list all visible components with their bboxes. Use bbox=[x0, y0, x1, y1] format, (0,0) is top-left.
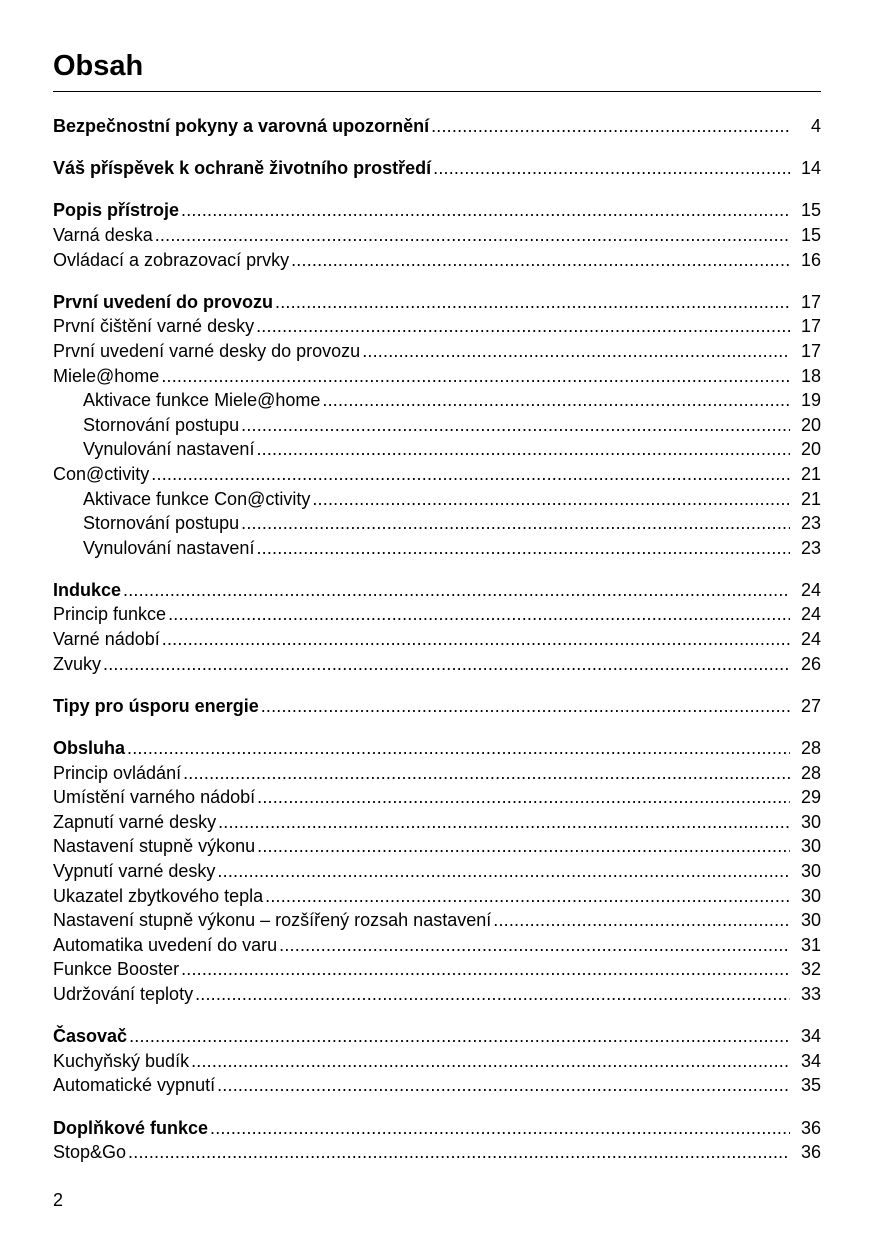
toc-leader-dots bbox=[183, 761, 790, 786]
toc-entry-label: Tipy pro úsporu energie bbox=[53, 695, 259, 716]
toc-entry-label: Varná deska bbox=[53, 224, 153, 245]
toc-leader-dots bbox=[151, 462, 790, 487]
title-divider bbox=[53, 91, 821, 92]
toc-leader-dots bbox=[433, 156, 790, 181]
toc-leader-dots bbox=[256, 536, 790, 561]
toc-entry[interactable] bbox=[53, 248, 821, 273]
toc-leader-dots bbox=[257, 834, 790, 859]
toc-leader-dots bbox=[195, 982, 790, 1007]
toc-leader-dots bbox=[129, 1024, 790, 1049]
toc-entry-page: 32 bbox=[800, 959, 821, 980]
toc-entry-page: 21 bbox=[800, 463, 821, 484]
toc-entry-label: Nastavení stupně výkonu bbox=[53, 836, 256, 857]
toc-leader-dots bbox=[162, 627, 790, 652]
toc-entry-label: Automatické vypnutí bbox=[53, 1075, 216, 1096]
toc-entry[interactable] bbox=[53, 785, 821, 810]
toc-entry[interactable] bbox=[53, 1049, 821, 1074]
toc-entry[interactable] bbox=[53, 1024, 821, 1049]
toc-leader-dots bbox=[127, 736, 790, 761]
toc-entry-page: 17 bbox=[800, 340, 821, 361]
toc-leader-dots bbox=[256, 314, 790, 339]
toc-entry-label: Bezpečnostní pokyny a varovná upozornění bbox=[53, 116, 430, 136]
toc-entry-label: Doplňkové funkce bbox=[53, 1117, 209, 1138]
toc-entry-label: Miele@home bbox=[53, 365, 160, 386]
toc-entry[interactable] bbox=[53, 602, 821, 627]
toc-entry[interactable] bbox=[53, 156, 821, 181]
toc-entry-label: Obsluha bbox=[53, 738, 126, 759]
toc-entry-page: 35 bbox=[800, 1075, 821, 1096]
toc-entry[interactable] bbox=[53, 859, 821, 884]
toc-entry-page: 28 bbox=[800, 762, 821, 783]
toc-entry-label: První uvedení do provozu bbox=[53, 291, 274, 312]
toc-entry-page: 36 bbox=[800, 1117, 821, 1138]
toc-entry-page: 15 bbox=[800, 224, 821, 245]
toc-entry-label: Varné nádobí bbox=[53, 629, 160, 650]
page-number: 2 bbox=[53, 1190, 64, 1210]
toc-entry[interactable] bbox=[53, 578, 821, 603]
toc-entry-page: 17 bbox=[800, 291, 821, 312]
toc-entry[interactable] bbox=[53, 652, 821, 677]
toc-entry[interactable] bbox=[53, 536, 821, 561]
toc-entry-label: Zvuky bbox=[53, 653, 102, 674]
toc-entry-page: 28 bbox=[800, 738, 821, 759]
toc-leader-dots bbox=[493, 908, 790, 933]
toc-entry[interactable] bbox=[53, 957, 821, 982]
toc-entry-page: 17 bbox=[800, 316, 821, 337]
toc-entry-page: 27 bbox=[800, 695, 821, 716]
toc-leader-dots bbox=[261, 694, 790, 719]
toc-entry-page: 29 bbox=[800, 787, 821, 808]
toc-leader-dots bbox=[265, 884, 790, 909]
toc-entry-label: Stornování postupu bbox=[83, 513, 240, 534]
toc-entry-label: Vypnutí varné desky bbox=[53, 861, 216, 881]
toc-leader-dots bbox=[241, 413, 790, 438]
toc-leader-dots bbox=[161, 364, 790, 389]
toc-leader-dots bbox=[322, 388, 790, 413]
toc-leader-dots bbox=[241, 511, 790, 536]
toc-leader-dots bbox=[218, 810, 790, 835]
toc-leader-dots bbox=[210, 1116, 790, 1141]
table-of-contents bbox=[53, 114, 821, 1165]
toc-entry-label: Ukazatel zbytkového tepla bbox=[53, 885, 264, 906]
toc-leader-dots bbox=[217, 859, 790, 884]
toc-leader-dots bbox=[291, 248, 790, 273]
toc-entry-page: 20 bbox=[800, 439, 821, 460]
toc-entry[interactable] bbox=[53, 1116, 821, 1141]
toc-entry[interactable] bbox=[53, 982, 821, 1007]
toc-entry-label: Umístění varného nádobí bbox=[53, 787, 256, 808]
toc-entry-label: Aktivace funkce Miele@home bbox=[83, 390, 321, 411]
toc-entry[interactable] bbox=[53, 413, 821, 438]
toc-entry-page: 14 bbox=[800, 158, 821, 179]
toc-entry-label: Nastavení stupně výkonu – rozšířený rozsah nastavení bbox=[53, 910, 492, 931]
toc-entry[interactable] bbox=[53, 761, 821, 786]
toc-entry[interactable] bbox=[53, 364, 821, 389]
toc-entry-label: Princip funkce bbox=[53, 604, 167, 625]
toc-leader-dots bbox=[123, 578, 790, 603]
toc-entry-label: Váš příspěvek k ochraně životního prostředí bbox=[53, 158, 432, 179]
toc-entry-page: 33 bbox=[800, 983, 821, 1004]
toc-entry-page: 16 bbox=[800, 249, 821, 270]
toc-entry[interactable] bbox=[53, 627, 821, 652]
toc-leader-dots bbox=[256, 437, 790, 462]
toc-entry[interactable] bbox=[53, 114, 821, 139]
toc-leader-dots bbox=[128, 1140, 790, 1165]
toc-entry-page: 31 bbox=[800, 934, 821, 955]
toc-entry[interactable] bbox=[53, 511, 821, 536]
toc-entry[interactable] bbox=[53, 694, 821, 719]
toc-leader-dots bbox=[217, 1073, 790, 1098]
toc-entry-label: Vynulování nastavení bbox=[83, 439, 255, 460]
toc-entry-page: 19 bbox=[800, 390, 821, 411]
toc-entry-label: Indukce bbox=[53, 579, 122, 600]
toc-entry[interactable] bbox=[53, 834, 821, 859]
toc-entry-page: 36 bbox=[800, 1142, 821, 1163]
toc-entry-label: Kuchyňský budík bbox=[53, 1050, 190, 1071]
toc-entry[interactable] bbox=[53, 487, 821, 512]
toc-entry[interactable] bbox=[53, 933, 821, 958]
toc-entry[interactable] bbox=[53, 339, 821, 364]
toc-leader-dots bbox=[181, 957, 790, 982]
toc-leader-dots bbox=[275, 290, 790, 315]
toc-entry-label: Stornování postupu bbox=[83, 414, 240, 435]
toc-entry[interactable] bbox=[53, 884, 821, 909]
toc-leader-dots bbox=[191, 1049, 790, 1074]
toc-entry-label: Automatika uvedení do varu bbox=[53, 934, 278, 955]
toc-entry[interactable] bbox=[53, 810, 821, 835]
toc-entry-page: 23 bbox=[800, 513, 821, 534]
toc-entry-page: 18 bbox=[800, 365, 821, 386]
toc-entry-label: Udržování teploty bbox=[53, 983, 194, 1004]
toc-entry[interactable] bbox=[53, 223, 821, 248]
toc-entry-label: Princip ovládání bbox=[53, 762, 182, 783]
toc-entry[interactable] bbox=[53, 1140, 821, 1165]
toc-entry-label: Popis přístroje bbox=[53, 200, 180, 221]
toc-entry[interactable] bbox=[53, 314, 821, 339]
toc-leader-dots bbox=[155, 223, 790, 248]
toc-entry-page: 30 bbox=[800, 836, 821, 857]
toc-entry-label: Časovač bbox=[53, 1026, 128, 1047]
toc-leader-dots bbox=[279, 933, 790, 958]
toc-leader-dots bbox=[257, 785, 790, 810]
toc-leader-dots bbox=[362, 339, 790, 364]
toc-entry[interactable] bbox=[53, 437, 821, 462]
toc-entry-page: 4 bbox=[810, 116, 821, 136]
toc-entry-page: 24 bbox=[800, 579, 821, 600]
toc-entry-page: 24 bbox=[800, 604, 821, 625]
toc-leader-dots bbox=[431, 114, 790, 139]
toc-entry[interactable] bbox=[53, 290, 821, 315]
toc-entry-page: 30 bbox=[800, 910, 821, 931]
toc-leader-dots bbox=[103, 652, 790, 677]
toc-entry-page: 34 bbox=[800, 1050, 821, 1071]
toc-entry-page: 15 bbox=[800, 200, 821, 221]
toc-entry-page: 30 bbox=[800, 885, 821, 906]
toc-entry-label: Vynulování nastavení bbox=[83, 537, 255, 558]
toc-entry-page: 26 bbox=[800, 653, 821, 674]
toc-entry[interactable] bbox=[53, 462, 821, 487]
toc-entry-page: 24 bbox=[800, 629, 821, 650]
toc-entry-page: 30 bbox=[800, 811, 821, 832]
page-title: Obsah bbox=[53, 50, 144, 82]
toc-entry[interactable] bbox=[53, 1073, 821, 1098]
toc-entry-label: Aktivace funkce Con@ctivity bbox=[83, 488, 311, 509]
toc-entry-label: První uvedení varné desky do provozu bbox=[53, 340, 361, 361]
toc-entry-label: Funkce Booster bbox=[53, 959, 180, 980]
toc-leader-dots bbox=[168, 602, 790, 627]
toc-entry[interactable] bbox=[53, 198, 821, 223]
toc-entry[interactable] bbox=[53, 388, 821, 413]
toc-entry-page: 20 bbox=[800, 414, 821, 435]
toc-entry-label: Stop&Go bbox=[53, 1142, 127, 1163]
toc-entry-label: Ovládací a zobrazovací prvky bbox=[53, 249, 290, 270]
toc-entry-page: 21 bbox=[800, 488, 821, 509]
toc-entry[interactable] bbox=[53, 736, 821, 761]
toc-entry-label: První čištění varné desky bbox=[53, 316, 255, 337]
toc-entry-label: Con@ctivity bbox=[53, 463, 150, 484]
toc-entry-page: 30 bbox=[800, 861, 821, 881]
toc-entry[interactable] bbox=[53, 908, 821, 933]
toc-entry-label: Zapnutí varné desky bbox=[53, 811, 217, 832]
toc-entry-page: 34 bbox=[800, 1026, 821, 1047]
toc-leader-dots bbox=[312, 487, 790, 512]
toc-entry-page: 23 bbox=[800, 537, 821, 558]
toc-leader-dots bbox=[181, 198, 790, 223]
